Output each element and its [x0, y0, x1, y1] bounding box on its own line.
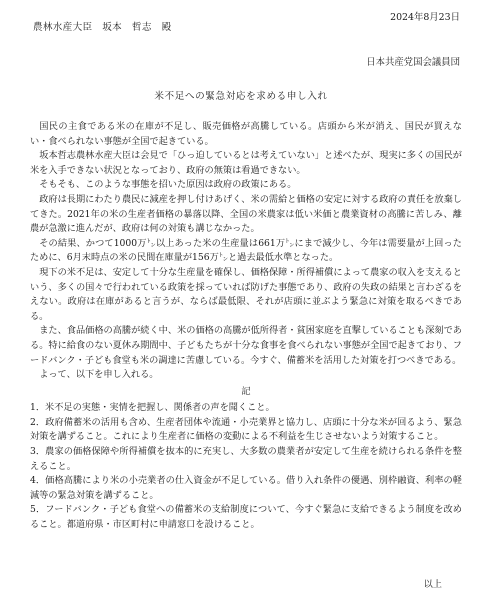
body-paragraph: 国民の主食である米の在庫が不足し、販売価格が高騰している。店頭から米が消え、国民が買えない・食べられない事態が全国で起きている。 [30, 121, 462, 147]
request-item: 4．価格高騰により米の小売業者の仕入資金が不足している。借り入れ条件の優遇、別枠融資、利率の軽減等の緊急対策を講ずること。 [30, 475, 462, 501]
request-item: 1．米不足の実態・実情を把握し、関係者の声を聞くこと。 [30, 402, 275, 414]
request-list [30, 401, 462, 532]
closing-mark: 以上 [423, 579, 442, 590]
document-body [30, 120, 462, 533]
request-item: 5．フードバンク・子ども食堂への備蓄米の支給制度について、今すぐ緊急に支給できるよう制度を改めること。都道府県・市区町村に申請窓口を設けること。 [30, 504, 462, 531]
body-paragraph: また、食品価格の高騰が続く中、米の価格の高騰が低所得者・貧困家庭を直撃していることも深刻である。特に給食のない夏休み期間中、子どもたちが十分な食事を食べられない事態が全国で起きており、フードバンク・子ども食堂も米の調達に苦慮している。今すぐ、備蓄米を活用した対策を打つべきである。 [30, 325, 462, 366]
document-date: 2024年8月23日 [390, 12, 460, 23]
body-paragraph: 坂本哲志農林水産大臣は会見で「ひっ迫しているとは考えていない」と述べたが、現実に多くの国民が米を入手できない状況となっており、政府の無策は看過できない。 [30, 150, 462, 176]
document-title: 米不足への緊急対応を求める申し入れ [154, 91, 328, 102]
body-paragraph: よって、以下を申し入れる。 [39, 369, 159, 381]
request-item: 3．農家の価格保障や所得補償を抜本的に充実し、大多数の農業者が安定して生産を続けられる条件を整えること。 [30, 446, 462, 472]
ki-heading: 記 [241, 385, 251, 397]
recipient-line: 農林水産大臣 坂本 哲志 殿 [33, 22, 172, 33]
body-paragraph: その結果、かつて1000万㌧以上あった米の生産量は661万㌧にまで減少し、今年は需要量が上回ったために、6月末時点の米の民間在庫量が156万㌧と過去最低水準となった。 [30, 237, 462, 264]
body-paragraph: 現下の米不足は、安定して十分な生産量を確保し、価格保障・所得補償によって農家の収入を支えるという、多くの国々で行われている政策を採っていれば防げた事態であり、政府の失政の結果と言わざるをえない。政府は在庫があると言うが、ならば最低限、それが店頭に並ぶよう緊急に対策を取るべきである。 [30, 266, 462, 322]
body-paragraph: そもそも、このような事態を招いた原因は政府の政策にある。 [39, 179, 297, 191]
body-paragraph: 政府は長期にわたり農民に減産を押し付けあげく、米の需給と価格の安定に対する政府の責任を放棄してきた。2021年の米の生産者価格の暴落以降、全国の米農家は低い米価と農業資材の高騰に苦しみ、離農が急激に進んだが、政府は何の対策も講じなかった。 [30, 193, 462, 235]
sender-line: 日本共産党国会議員団 [366, 57, 460, 68]
request-item: 2．政府備蓄米の活用も含め、生産者団体や流通・小売業界と協力し、店頭に十分な米が回るよう、緊急対策を講ずること。これにより生産者に価格の変動による不利益を生じさせないよう対策すること。 [30, 416, 462, 443]
